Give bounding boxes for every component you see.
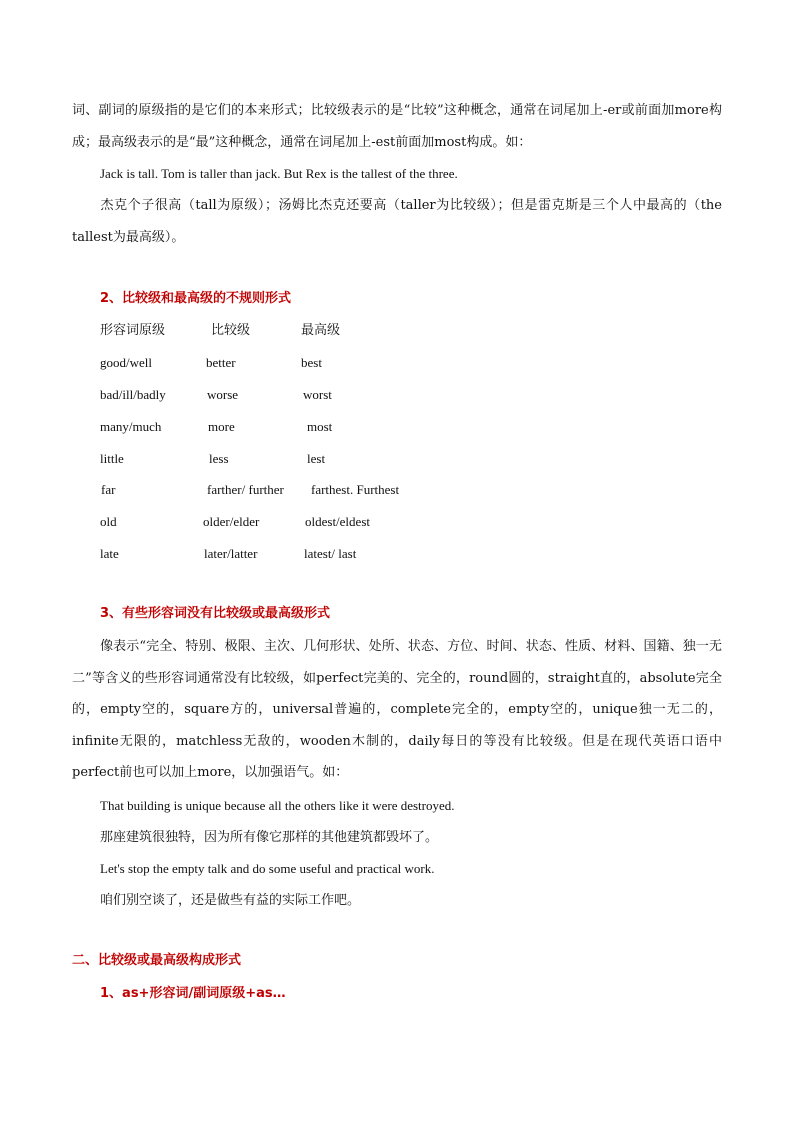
section-3-paragraph-text: 像表示“完全、特别、极限、主次、几何形状、处所、状态、方位、时间、状态、性质、材料、国籍、独一无二”等含义的些形容词通常没有比较级，如perfect完美的、完全的，round圆的，straight直的，absolute完全的，empty空的，square方的，universal普遍的，complete完全的，empty空的，unique独一无二的，infinite无限的，matchless无敌的，wooden木制的，daily每日的等没有比较级。但是在现代英语口语中perfect前也可以加上more，以加强语气。如： [72, 639, 722, 780]
cell-superlative: oldest/eldest [305, 514, 370, 529]
intro-example-english: Jack is tall. Tom is taller than jack. But Rex is the tallest of the three. [100, 166, 458, 181]
part-2-subheading-1: 1、as+形容词/副词原级+as… [100, 986, 286, 1001]
section-2-heading: 2、比较级和最高级的不规则形式 [100, 291, 292, 306]
cell-comparative: better [206, 355, 236, 370]
cell-positive: bad/ill/badly [100, 387, 166, 402]
cell-positive: far [101, 482, 116, 497]
intro-example-chinese-text: 杰克个子很高（tall为原级）；汤姆比杰克还要高（taller为比较级）；但是雷克斯是三个人中最高的（the tallest为最高级）。 [72, 198, 722, 245]
cell-superlative: best [301, 355, 322, 370]
section-3-paragraph [72, 631, 722, 789]
cell-positive: old [100, 514, 117, 529]
header-superlative: 最高级 [301, 323, 341, 338]
cell-comparative: later/latter [204, 546, 258, 561]
cell-superlative: latest/ last [304, 546, 357, 561]
cell-positive: little [100, 451, 124, 466]
part-2-heading: 二、比较级或最高级构成形式 [72, 953, 242, 968]
cell-positive: many/much [100, 419, 162, 434]
header-positive: 形容词原级 [100, 323, 166, 338]
example-1-chinese: 那座建筑很独特，因为所有像它那样的其他建筑都毁坏了。 [100, 830, 439, 845]
cell-comparative: less [209, 451, 229, 466]
cell-superlative: most [307, 419, 333, 434]
intro-paragraph: 词、副词的原级指的是它们的本来形式；比较级表示的是“比较”这种概念，通常在词尾加上-er或前面加more构成；最高级表示的是“最”这种概念，通常在词尾加上-est前面加most构成。如： [72, 103, 722, 150]
cell-comparative: older/elder [203, 514, 260, 529]
cell-superlative: farthest. Furthest [311, 482, 400, 497]
cell-positive: late [100, 546, 119, 561]
intro-example-chinese [72, 190, 722, 253]
header-comparative: 比较级 [211, 323, 251, 338]
cell-comparative: worse [207, 387, 239, 402]
cell-superlative: lest [307, 451, 326, 466]
cell-superlative: worst [303, 387, 332, 402]
example-2-chinese: 咱们别空谈了，还是做些有益的实际工作吧。 [100, 893, 361, 908]
cell-comparative: farther/ further [207, 482, 284, 497]
example-2-english: Let's stop the empty talk and do some useful and practical work. [100, 861, 435, 876]
section-3-heading: 3、有些形容词没有比较级或最高级形式 [100, 606, 331, 621]
example-1-english: That building is unique because all the others like it were destroyed. [100, 798, 455, 813]
cell-positive: good/well [100, 355, 152, 370]
cell-comparative: more [208, 419, 235, 434]
